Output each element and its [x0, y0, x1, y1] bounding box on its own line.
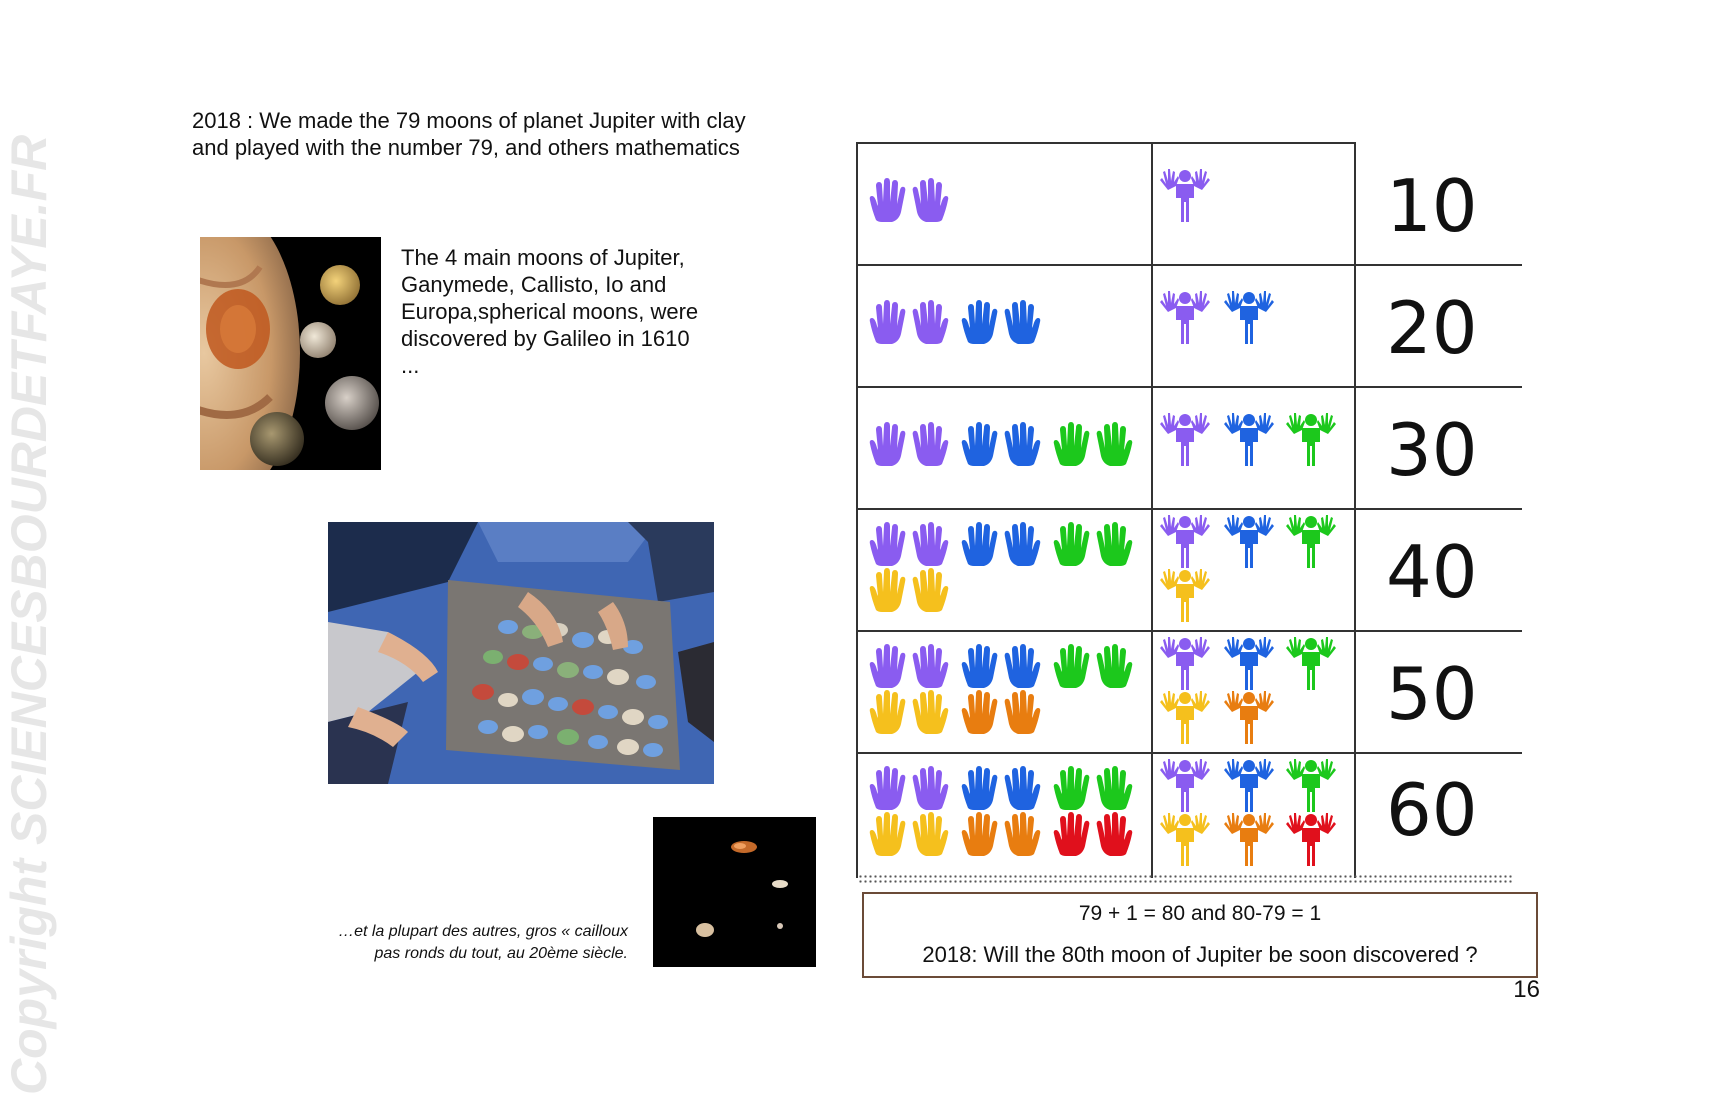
hand-icon — [870, 644, 906, 688]
person-icon — [1160, 291, 1210, 344]
hand-icon — [962, 690, 998, 734]
person-icon — [1286, 759, 1336, 812]
person-icon — [1286, 637, 1336, 690]
question-box — [862, 892, 1538, 978]
hand-icon — [1005, 766, 1041, 810]
person-icon — [1160, 515, 1210, 568]
hand-icon — [962, 300, 998, 344]
hand-icon — [962, 522, 998, 566]
person-icon — [1224, 413, 1274, 466]
jupiter-moons-image — [200, 237, 381, 470]
person-icon — [1224, 759, 1274, 812]
person-icon — [1286, 515, 1336, 568]
person-icon — [1286, 413, 1336, 466]
galilean-moons-text: The 4 main moons of Jupiter, Ganymede, Callisto, Io and Europa,spherical moons, were discovered by Galileo in 1610 ... — [401, 245, 699, 378]
hand-icon — [1054, 422, 1090, 466]
hand-icon — [870, 766, 906, 810]
hand-icon — [870, 568, 906, 612]
number-60: 60 — [1386, 768, 1478, 852]
hand-icon — [870, 812, 906, 856]
person-icon — [1224, 813, 1274, 866]
person-icon — [1160, 413, 1210, 466]
equation-text: 79 + 1 = 80 and 80-79 = 1 — [1078, 902, 1322, 925]
person-icon — [1224, 691, 1274, 744]
hand-icon — [1054, 644, 1090, 688]
irregular-moons-image — [653, 817, 816, 967]
hand-icon — [870, 178, 906, 222]
person-icon — [1160, 569, 1210, 622]
hand-icon — [962, 766, 998, 810]
hand-icon — [1097, 644, 1133, 688]
person-icon — [1160, 169, 1210, 222]
hand-icon — [913, 522, 949, 566]
hand-icon — [913, 812, 949, 856]
hand-icon — [1005, 812, 1041, 856]
number-10: 10 — [1386, 164, 1478, 248]
caption-line-1: …et la plupart des autres, gros « cailloux — [338, 923, 628, 940]
hand-icon — [870, 690, 906, 734]
hand-icon — [1054, 766, 1090, 810]
hand-icon — [870, 300, 906, 344]
hand-icon — [1005, 422, 1041, 466]
person-icon — [1160, 637, 1210, 690]
hand-icon — [1097, 766, 1133, 810]
hand-icon — [913, 568, 949, 612]
hand-icon — [962, 812, 998, 856]
hand-icon — [870, 422, 906, 466]
number-30: 30 — [1386, 408, 1478, 492]
hand-icon — [1005, 644, 1041, 688]
hand-icon — [1054, 522, 1090, 566]
counting-table — [856, 142, 1522, 876]
person-icon — [1224, 637, 1274, 690]
hand-icon — [962, 644, 998, 688]
question-text: 2018: Will the 80th moon of Jupiter be soon discovered ? — [922, 942, 1478, 967]
number-50: 50 — [1386, 652, 1478, 736]
intro-text: 2018 : We made the 79 moons of planet Jupiter with clay and played with the number 79, and others mathematics — [192, 108, 746, 160]
person-icon — [1160, 813, 1210, 866]
caption-line-2: pas ronds du tout, au 20ème siècle. — [374, 945, 628, 962]
hand-icon — [1005, 690, 1041, 734]
hand-icon — [913, 422, 949, 466]
hand-icon — [962, 422, 998, 466]
page-number: 16 — [1513, 976, 1540, 1003]
hand-icon — [870, 522, 906, 566]
hand-icon — [1097, 422, 1133, 466]
hand-icon — [913, 300, 949, 344]
hand-icon — [1097, 812, 1133, 856]
person-icon — [1160, 759, 1210, 812]
clay-moons-photo — [328, 522, 714, 784]
hand-icon — [913, 690, 949, 734]
hand-icon — [913, 766, 949, 810]
hand-icon — [1005, 522, 1041, 566]
hand-icon — [1097, 522, 1133, 566]
number-40: 40 — [1386, 530, 1478, 614]
hand-icon — [913, 644, 949, 688]
hand-icon — [913, 178, 949, 222]
hand-icon — [1054, 812, 1090, 856]
person-icon — [1160, 691, 1210, 744]
hand-icon — [1005, 300, 1041, 344]
number-20: 20 — [1386, 286, 1478, 370]
person-icon — [1224, 515, 1274, 568]
person-icon — [1224, 291, 1274, 344]
copyright-watermark: Copyright SCIENCESBOURDETFAYE.FR — [1, 134, 57, 1095]
person-icon — [1286, 813, 1336, 866]
hands-and-people-layer — [856, 142, 1522, 882]
caption — [280, 921, 628, 965]
